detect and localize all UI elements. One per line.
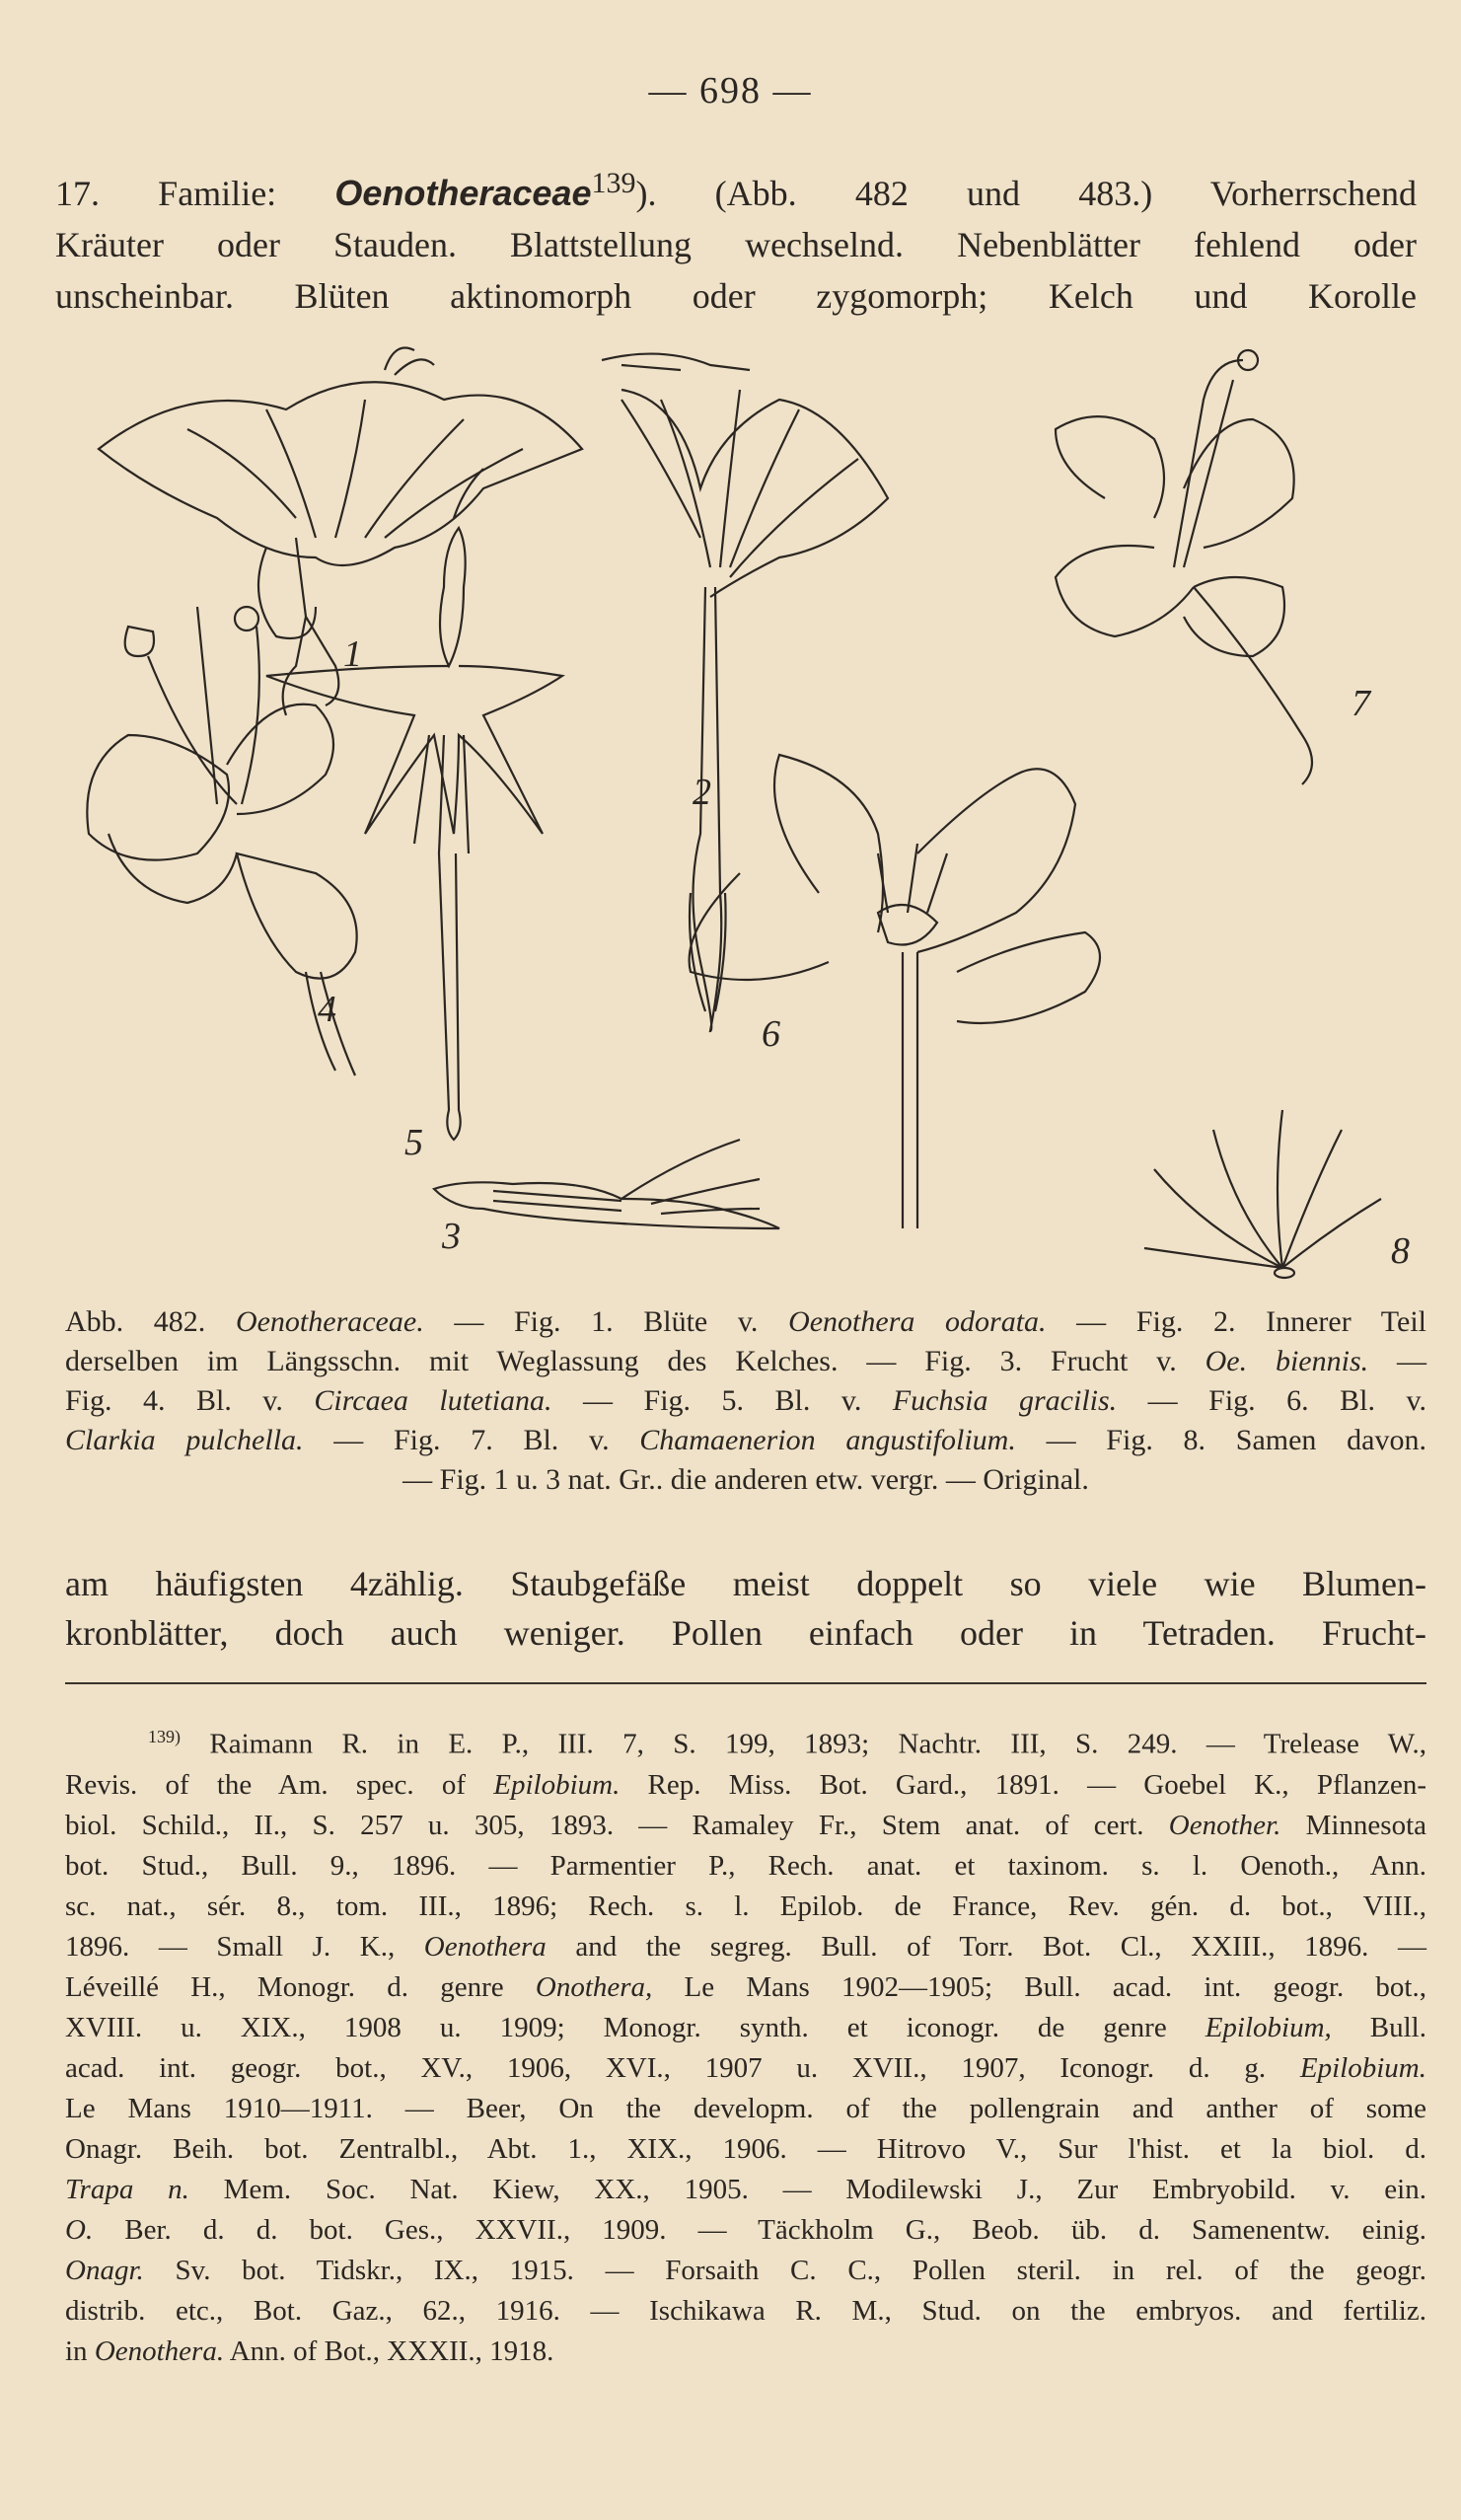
text-span: acad. int. geogr. bot., XV., 1906, XVI., 1907 u. XVII., 1907, Iconogr. d. g. <box>65 2051 1300 2084</box>
text-span: and the segreg. Bull. of Torr. Bot. Cl., XXIII., 1896. — <box>546 1930 1427 1963</box>
footnote-line: sc. nat., sér. 8., tom. III., 1896; Rech. s. l. Epilob. de France, Rev. gén. d. bot., VIII., <box>65 1890 1426 1922</box>
body-line: kronblätter, doch auch weniger. Pollen einfach oder in Tetraden. Frucht- <box>65 1613 1426 1653</box>
footnote-line <box>65 2210 1426 2251</box>
figure-1-flower <box>99 348 582 716</box>
text-span: biol. Schild., II., S. 257 u. 305, 1893. — Ramaley Fr., Stem anat. of cert. <box>65 1809 1169 1841</box>
figure-2-section <box>602 354 888 1031</box>
illustration-svg <box>69 340 1430 1288</box>
taxon-name: Onagr. <box>65 2254 144 2286</box>
footnote-line <box>65 2008 1426 2048</box>
figure-6-flower <box>690 755 1100 1228</box>
caption-line: — Fig. 1 u. 3 nat. Gr.. die anderen etw. vergr. — Original. <box>402 1463 1089 1496</box>
figure-8-seed <box>1144 1110 1381 1278</box>
text-span: Ann. of Bot., XXXII., 1918. <box>224 2335 554 2367</box>
text-span: — Fig. 6. Bl. v. <box>1117 1384 1427 1417</box>
taxon-name: Epilobium. <box>1299 2051 1426 2084</box>
text-span: Fig. 4. Bl. v. <box>65 1384 315 1417</box>
figure-label-6: 6 <box>762 1013 780 1055</box>
taxon-name: Oenothera odorata. <box>788 1305 1047 1338</box>
text-span: 1896. — Small J. K., <box>65 1930 424 1963</box>
page-number: — 698 — <box>648 70 813 111</box>
footnote-line: distrib. etc., Bot. Gaz., 62., 1916. — Ischikawa R. M., Stud. on the embryos. and fertiliz. <box>65 2294 1426 2327</box>
text-span: Le Mans 1902—1905; Bull. acad. int. geogr. bot., <box>652 1970 1426 2003</box>
family-name: Oenotheraceae <box>334 173 592 213</box>
figure-7-flower <box>1056 350 1312 784</box>
text-span: Bull. <box>1331 2011 1426 2043</box>
text-span: — <box>1368 1345 1426 1377</box>
figure-3-fruit <box>434 1140 779 1228</box>
taxon-name: O. <box>65 2213 94 2246</box>
figure-label-8: 8 <box>1391 1230 1410 1272</box>
caption-line <box>65 1302 1426 1342</box>
footnote-line: Le Mans 1910—1911. — Beer, On the developm. of the pollengrain and anther of some <box>65 2092 1426 2124</box>
text-span: Rep. Miss. Bot. Gard., 1891. — Goebel K., Pflanzen- <box>620 1768 1426 1801</box>
figure-4-flower <box>87 607 356 1075</box>
taxon-name: Clarkia pulchella. <box>65 1424 304 1456</box>
text-span: Abb. 482. <box>65 1305 236 1338</box>
text-span: — Fig. 5. Bl. v. <box>551 1384 893 1417</box>
footnote-block <box>65 1717 1426 2372</box>
intro-line: unscheinbar. Blüten aktinomorph oder zygomorph; Kelch und Korolle <box>55 276 1417 316</box>
text-span: Raimann R. in E. P., III. 7, S. 199, 1893; Nachtr. III, S. 249. — Trelease W., <box>209 1728 1426 1760</box>
taxon-name: Onothera, <box>535 1970 653 2003</box>
text-span: Léveillé H., Monogr. d. genre <box>65 1970 536 2003</box>
taxon-name: Oenotheraceae. <box>235 1305 424 1338</box>
footnote-line: Onagr. Beih. bot. Zentralbl., Abt. 1., XIX., 1906. — Hitrovo V., Sur l'hist. et la biol. d. <box>65 2132 1426 2165</box>
footnote-line <box>65 1765 1426 1806</box>
caption-line <box>65 1342 1426 1381</box>
text-span: — Fig. 2. Innerer Teil <box>1046 1305 1426 1338</box>
taxon-name: Epilobium, <box>1205 2011 1332 2043</box>
intro-paragraph <box>55 158 1417 322</box>
footnote-line <box>65 1967 1426 2008</box>
figure-5-flower <box>266 469 562 1140</box>
figure-label-7: 7 <box>1351 683 1370 724</box>
intro-line: Kräuter oder Stauden. Blattstellung wechselnd. Nebenblätter fehlend oder <box>55 225 1417 264</box>
footnote-line <box>65 2170 1426 2210</box>
botanical-illustration <box>69 340 1430 1288</box>
text-span: — Fig. 1. Blüte v. <box>423 1305 789 1338</box>
text-span: — Fig. 8. Samen davon. <box>1015 1424 1426 1456</box>
text-span: Mem. Soc. Nat. Kiew, XX., 1905. — Modilewski J., Zur Embryobild. v. ein. <box>188 2173 1426 2205</box>
text-span: in <box>65 2335 95 2367</box>
text-span: Minnesota <box>1280 1809 1426 1841</box>
body-line: am häufigsten 4zählig. Staubgefäße meist doppelt so viele wie Blumen- <box>65 1564 1426 1603</box>
caption-line <box>65 1381 1426 1421</box>
body-paragraph <box>65 1559 1426 1658</box>
footnote-line <box>65 2048 1426 2089</box>
text-span: Ber. d. d. bot. Ges., XXVII., 1909. — Täckholm G., Beob. üb. d. Samenentw. einig. <box>93 2213 1426 2246</box>
taxon-name: Chamaenerion angustifolium. <box>639 1424 1016 1456</box>
text-span: Sv. bot. Tidskr., IX., 1915. — Forsaith C. C., Pollen steril. in rel. of the geogr. <box>143 2254 1426 2286</box>
taxon-name: Trapa n. <box>65 2173 189 2205</box>
footnote-ref: 139 <box>591 167 636 199</box>
footnote-line: bot. Stud., Bull. 9., 1896. — Parmentier P., Rech. anat. et taxinom. s. l. Oenoth., Ann. <box>65 1849 1426 1882</box>
text-span: derselben im Längsschn. mit Weglassung des Kelches. — Fig. 3. Frucht v. <box>65 1345 1205 1377</box>
figure-label-4: 4 <box>318 989 336 1030</box>
intro-line <box>55 158 1417 219</box>
caption-line <box>65 1421 1426 1460</box>
text-span: 17. Familie: <box>55 174 335 213</box>
text-span: Revis. of the Am. spec. of <box>65 1768 494 1801</box>
text-span: — Fig. 7. Bl. v. <box>303 1424 640 1456</box>
footnote-line <box>65 2251 1426 2291</box>
taxon-name: Oe. biennis. <box>1205 1345 1369 1377</box>
taxon-name: Fuchsia gracilis. <box>892 1384 1118 1417</box>
footnote-marker: 139) <box>148 1727 181 1746</box>
figure-caption <box>65 1302 1426 1500</box>
footnote-line <box>65 1927 1426 1967</box>
figure-label-3: 3 <box>442 1216 461 1257</box>
taxon-name: Epilobium. <box>493 1768 621 1801</box>
taxon-name: Oenothera <box>423 1930 547 1963</box>
figure-label-1: 1 <box>343 633 362 675</box>
footnote-line <box>65 1806 1426 1846</box>
taxon-name: Oenother. <box>1168 1809 1281 1841</box>
text-span: XVIII. u. XIX., 1908 u. 1909; Monogr. synth. et iconogr. de genre <box>65 2011 1205 2043</box>
figure-label-2: 2 <box>693 772 711 813</box>
footnote-line <box>65 2332 1426 2372</box>
footnote-divider <box>65 1682 1426 1684</box>
text-span: ). (Abb. 482 und 483.) Vorherrschend <box>635 174 1417 213</box>
figure-label-5: 5 <box>404 1122 423 1163</box>
footnote-line <box>65 1717 1426 1765</box>
taxon-name: Oenothera. <box>94 2335 225 2367</box>
taxon-name: Circaea lutetiana. <box>314 1384 552 1417</box>
